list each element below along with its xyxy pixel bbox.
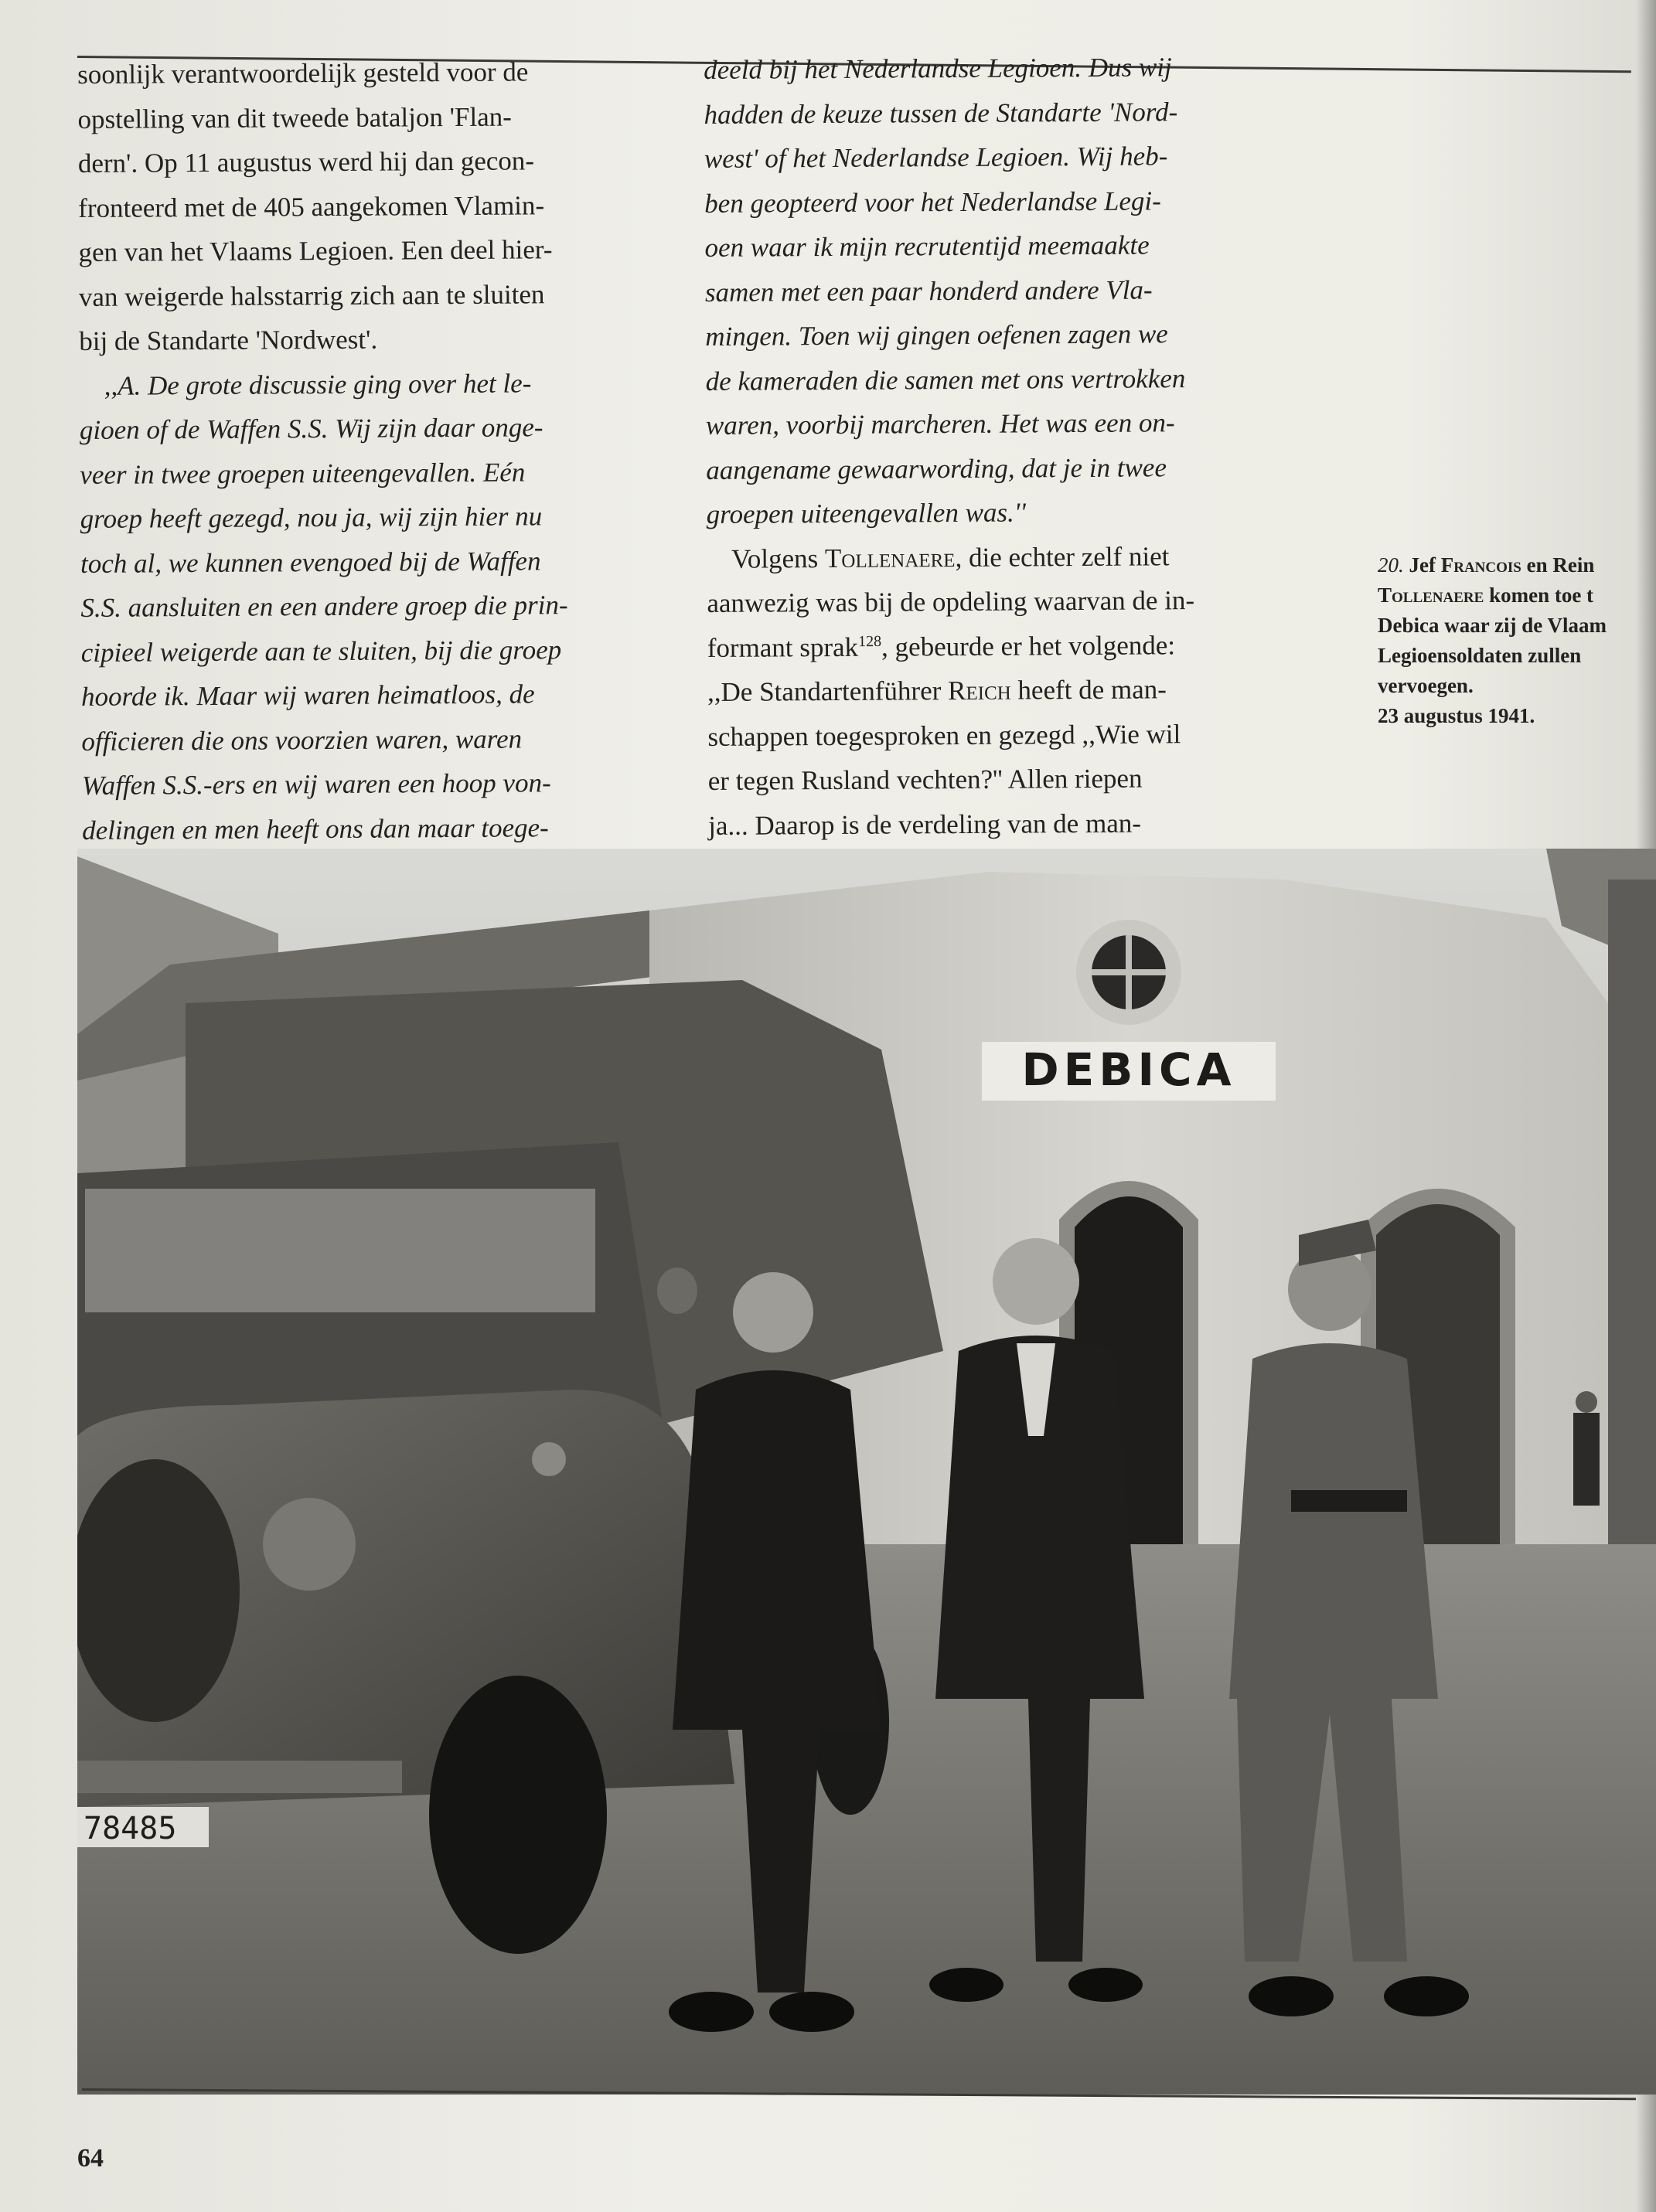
photo-illustration xyxy=(77,849,1656,2095)
text-line: dern'. Op 11 augustus werd hij dan gecon- xyxy=(77,145,535,179)
text-fragment: , gebeurde er het volgende: xyxy=(881,629,1176,662)
text-fragment: Jef xyxy=(1409,553,1441,577)
caption-line: Legioensoldaten zullen xyxy=(1378,644,1582,667)
license-plate-number: 78485 xyxy=(83,1811,177,1846)
front-wheel xyxy=(429,1676,607,1954)
text-line xyxy=(707,622,1337,670)
person-middle-shoe xyxy=(929,1968,1003,2002)
text-line: west' of het Nederlandse Legioen. Wij heb- xyxy=(704,141,1168,174)
text-line: Waffen S.S.-ers en wij waren een hoop von- xyxy=(81,767,551,801)
text-fragment: heeft de man- xyxy=(1010,674,1167,706)
uniform-belt xyxy=(1291,1490,1407,1512)
text-line: gioen of de Waffen S.S. Wij zijn daar onge- xyxy=(79,412,543,445)
headlight xyxy=(263,1498,356,1591)
side-lamp xyxy=(532,1442,566,1476)
right-wall-shadow xyxy=(1608,880,1656,1560)
station-sign-text: DEBICA xyxy=(1021,1043,1236,1096)
text-line: deeld bij het Nederlandse Legioen. Dus wij xyxy=(704,52,1172,85)
text-line: mingen. Toen wij gingen oefenen zagen we xyxy=(705,318,1168,352)
text-line: aangename gewaarwording, dat je in twee xyxy=(706,451,1167,485)
text-line: S.S. aansluiten en een andere groep die prin- xyxy=(80,590,568,623)
side-mirror xyxy=(657,1268,697,1314)
person-left-shoe xyxy=(769,1992,854,2032)
windshield xyxy=(85,1189,595,1312)
distant-figure xyxy=(1573,1413,1600,1506)
text-fragment: ,,De Standartenführer xyxy=(707,676,949,707)
text-line: er tegen Rusland vechten?'' Allen riepen xyxy=(707,763,1143,796)
text-line: ben geopteerd voor het Nederlandse Legi- xyxy=(704,185,1161,219)
text-line: van weigerde halsstarrig zich aan te sluiten xyxy=(78,278,545,312)
historical-photograph xyxy=(77,849,1656,2095)
text-fragment: , die echter zelf niet xyxy=(955,540,1170,573)
photo-caption xyxy=(1378,550,1656,731)
text-line: soonlijk verantwoordelijk gesteld voor de xyxy=(77,56,529,90)
person-left-shoe xyxy=(669,1992,754,2032)
text-line: schappen toegesproken en gezegd ,,Wie wil xyxy=(707,718,1181,752)
text-line: hadden de keuze tussen de Standarte 'Nord- xyxy=(704,96,1178,130)
person-left-head xyxy=(733,1272,813,1353)
text-line: oen waar ik mijn recrutentijd meemaakte xyxy=(704,230,1150,263)
text-line: groepen uiteengevallen was.'' xyxy=(706,497,1026,529)
figure-number: 20. xyxy=(1378,553,1404,577)
person-name: Francois xyxy=(1440,553,1521,577)
middle-text-column xyxy=(704,44,1338,848)
text-line xyxy=(707,666,1337,714)
paragraph-quote-continued xyxy=(704,44,1337,536)
person-right-boot xyxy=(1384,1976,1469,2016)
person-name: Tollenaere xyxy=(824,542,956,573)
person-right-boot xyxy=(1249,1976,1334,2016)
text-line: samen met een paar honderd andere Vla- xyxy=(704,274,1153,308)
text-line: ja... Daarop is de verdeling van de man- xyxy=(708,808,1142,841)
caption-line xyxy=(1378,580,1656,611)
text-fragment: komen toe t xyxy=(1484,584,1594,607)
text-line: bij de Standarte 'Nordwest'. xyxy=(79,324,378,356)
text-fragment: Volgens xyxy=(731,543,826,574)
text-line: cipieel weigerde aan te sluiten, bij die groep xyxy=(80,634,562,668)
footnote-reference[interactable]: 128 xyxy=(857,632,882,650)
paragraph-quote xyxy=(79,360,670,852)
distant-figure-head xyxy=(1576,1391,1597,1413)
text-line: veer in twee groepen uiteengevallen. Eén xyxy=(80,456,526,490)
person-middle-head xyxy=(993,1238,1079,1325)
text-line: groep heeft gezegd, nou ja, wij zijn hier nu xyxy=(80,501,543,534)
text-line: gen van het Vlaams Legioen. Een deel hier- xyxy=(78,234,553,267)
page-number: 64 xyxy=(77,2144,104,2173)
paragraph-narrative xyxy=(77,49,666,363)
text-line: delingen en men heeft ons dan maar toege- xyxy=(82,812,549,846)
caption-line xyxy=(1378,550,1656,580)
person-middle-shoe xyxy=(1068,1968,1143,2002)
text-fragment: en Rein xyxy=(1521,553,1595,577)
text-line: aanwezig was bij de opdeling waarvan de in- xyxy=(707,585,1195,618)
text-line: de kameraden die samen met ons vertrokken xyxy=(705,362,1186,396)
text-line xyxy=(707,533,1337,581)
text-line: ,,A. De grote discussie ging over het le- xyxy=(104,367,532,401)
caption-line: 23 augustus 1941. xyxy=(1378,704,1535,727)
text-line: hoorde ik. Maar wij waren heimatloos, de xyxy=(80,679,535,712)
paragraph-tollenaere xyxy=(707,533,1338,848)
person-name: Tollenaere xyxy=(1378,584,1484,607)
text-line: waren, voorbij marcheren. Het was een on- xyxy=(705,407,1175,441)
text-fragment: formant sprak xyxy=(707,631,859,663)
text-line: fronteerd met de 405 aangekomen Vlamin- xyxy=(78,189,545,223)
window-transom xyxy=(1092,969,1166,975)
person-name: Reich xyxy=(947,675,1011,706)
truck-grille xyxy=(77,1459,240,1722)
text-line: toch al, we kunnen evengoed bij de Waffen xyxy=(80,545,541,579)
left-text-column xyxy=(77,49,670,852)
front-bumper xyxy=(77,1761,402,1793)
caption-line: Debica waar zij de Vlaam xyxy=(1378,614,1607,637)
caption-line: vervoegen. xyxy=(1378,674,1474,697)
text-line: opstelling van dit tweede bataljon 'Flan- xyxy=(77,101,512,134)
text-line: officieren die ons voorzien waren, waren xyxy=(81,723,523,757)
